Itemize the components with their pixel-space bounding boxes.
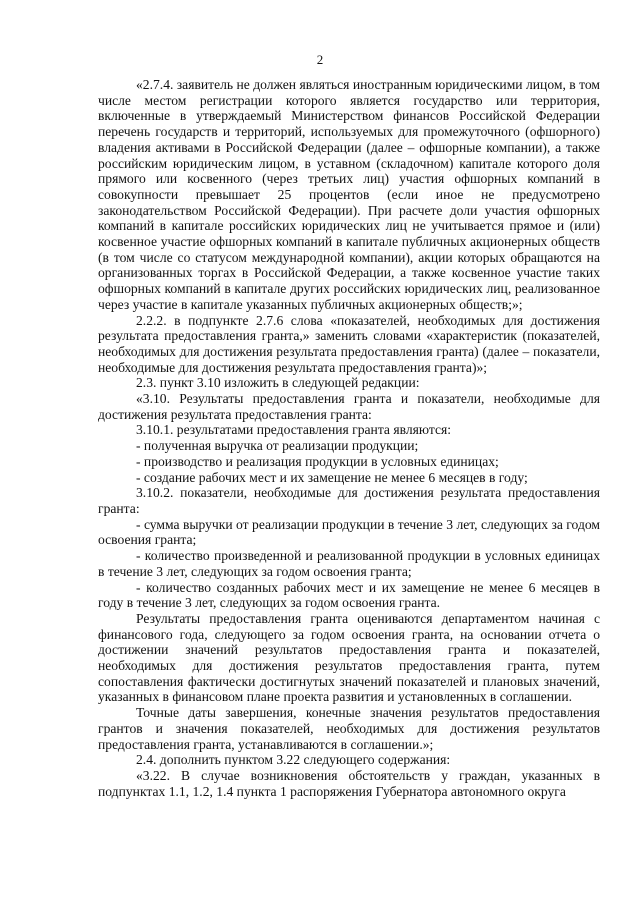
paragraph-3-10: «3.10. Результаты предоставления гранта и показатели, необходимые для достижения результата предоставления гранта: [98, 391, 600, 422]
list-item: - полученная выручка от реализации продукции; [136, 438, 419, 454]
paragraph-3-22: «3.22. В случае возникновения обстоятельств у граждан, указанных в подпунктах 1.1, 1.2, 1.4 пункта 1 распоряжения Губернатора автономного округа [98, 767, 600, 799]
list-item: - количество произведенной и реализованной продукции в условных единицах в течение 3 лет, следующих за годом освоения гранта; [98, 548, 600, 579]
paragraph-3-10-2: 3.10.2. показатели, необходимые для достижения результата предоставления гранта: [98, 485, 600, 516]
document-body [98, 77, 600, 799]
paragraph-results-evaluation: Результаты предоставления гранта оцениваются департаментом начиная с финансового года, следующего за годом освоения гранта, на основании отчета о достижении значений результатов предоставления гранта и показателей, необходимых для достижения результатов предоставления гранта, путем сопоставления фактически достигнутых значений показателей и плановых значений, указанных в финансовом плане проекта развития и установленных в соглашении. [98, 610, 600, 705]
list-item: - создание рабочих мест и их замещение не менее 6 месяцев в году; [136, 469, 528, 485]
list-item: - сумма выручки от реализации продукции в течение 3 лет, следующих за годом освоения гранта; [98, 516, 600, 548]
paragraph-2-4: 2.4. дополнить пунктом 3.22 следующего содержания: [136, 752, 451, 768]
paragraph-2-2-2: 2.2.2. в подпункте 2.7.6 слова «показателей, необходимых для достижения результата предоставления гранта,» заменить словами «характеристик (показателей, необходимых для достижения результата предоставления гранта) (далее – показатели, необходимые для достижения результата предоставления гранта)»; [98, 312, 600, 375]
paragraph-3-10-1: 3.10.1. результатами предоставления гранта являются: [136, 422, 452, 438]
list-item: - производство и реализация продукции в условных единицах; [136, 453, 499, 469]
list-item: - количество созданных рабочих мест и их замещение не менее 6 месяцев в году в течение 3 лет, следующих за годом освоения гранта. [98, 579, 600, 611]
paragraph-exact-dates: Точные даты завершения, конечные значения результатов предоставления грантов и значения показателей, необходимых для достижения результатов предоставления гранта, устанавливаются в соглашении.»; [98, 705, 600, 752]
paragraph-2-7-4: «2.7.4. заявитель не должен являться иностранным юридическими лицом, в том числе местом регистрации которого является государство или территория, включенные в утверждаемый Министерством финансов Российской Федерации перечень государств и территорий, используемых для промежуточного (офшорного) владения активами в Российской Федерации (далее – офшорные компании), а также российским юридическим лицом, в уставном (складочном) капитале которого доля прямого или косвенного (через третьих лиц) участия офшорных компаний в совокупности превышает 25 процентов (если иное не предусмотрено законодательством Российской Федерации). При расчете доли участия офшорных компаний в капитале российских юридических лиц не учитывается прямое и (или) косвенное участие офшорных компаний в капитале публичных акционерных обществ (в том числе со статусом международной компании), акции которых обращаются на организованных торгах в Российской Федерации, а также косвенное участие таких офшорных компаний в капитале других российских юридических лиц, реализованное через участие в капитале указанных публичных акционерных обществ;»; [98, 77, 600, 312]
paragraph-2-3: 2.3. пункт 3.10 изложить в следующей редакции: [136, 375, 420, 391]
page-number: 2 [316, 52, 324, 67]
